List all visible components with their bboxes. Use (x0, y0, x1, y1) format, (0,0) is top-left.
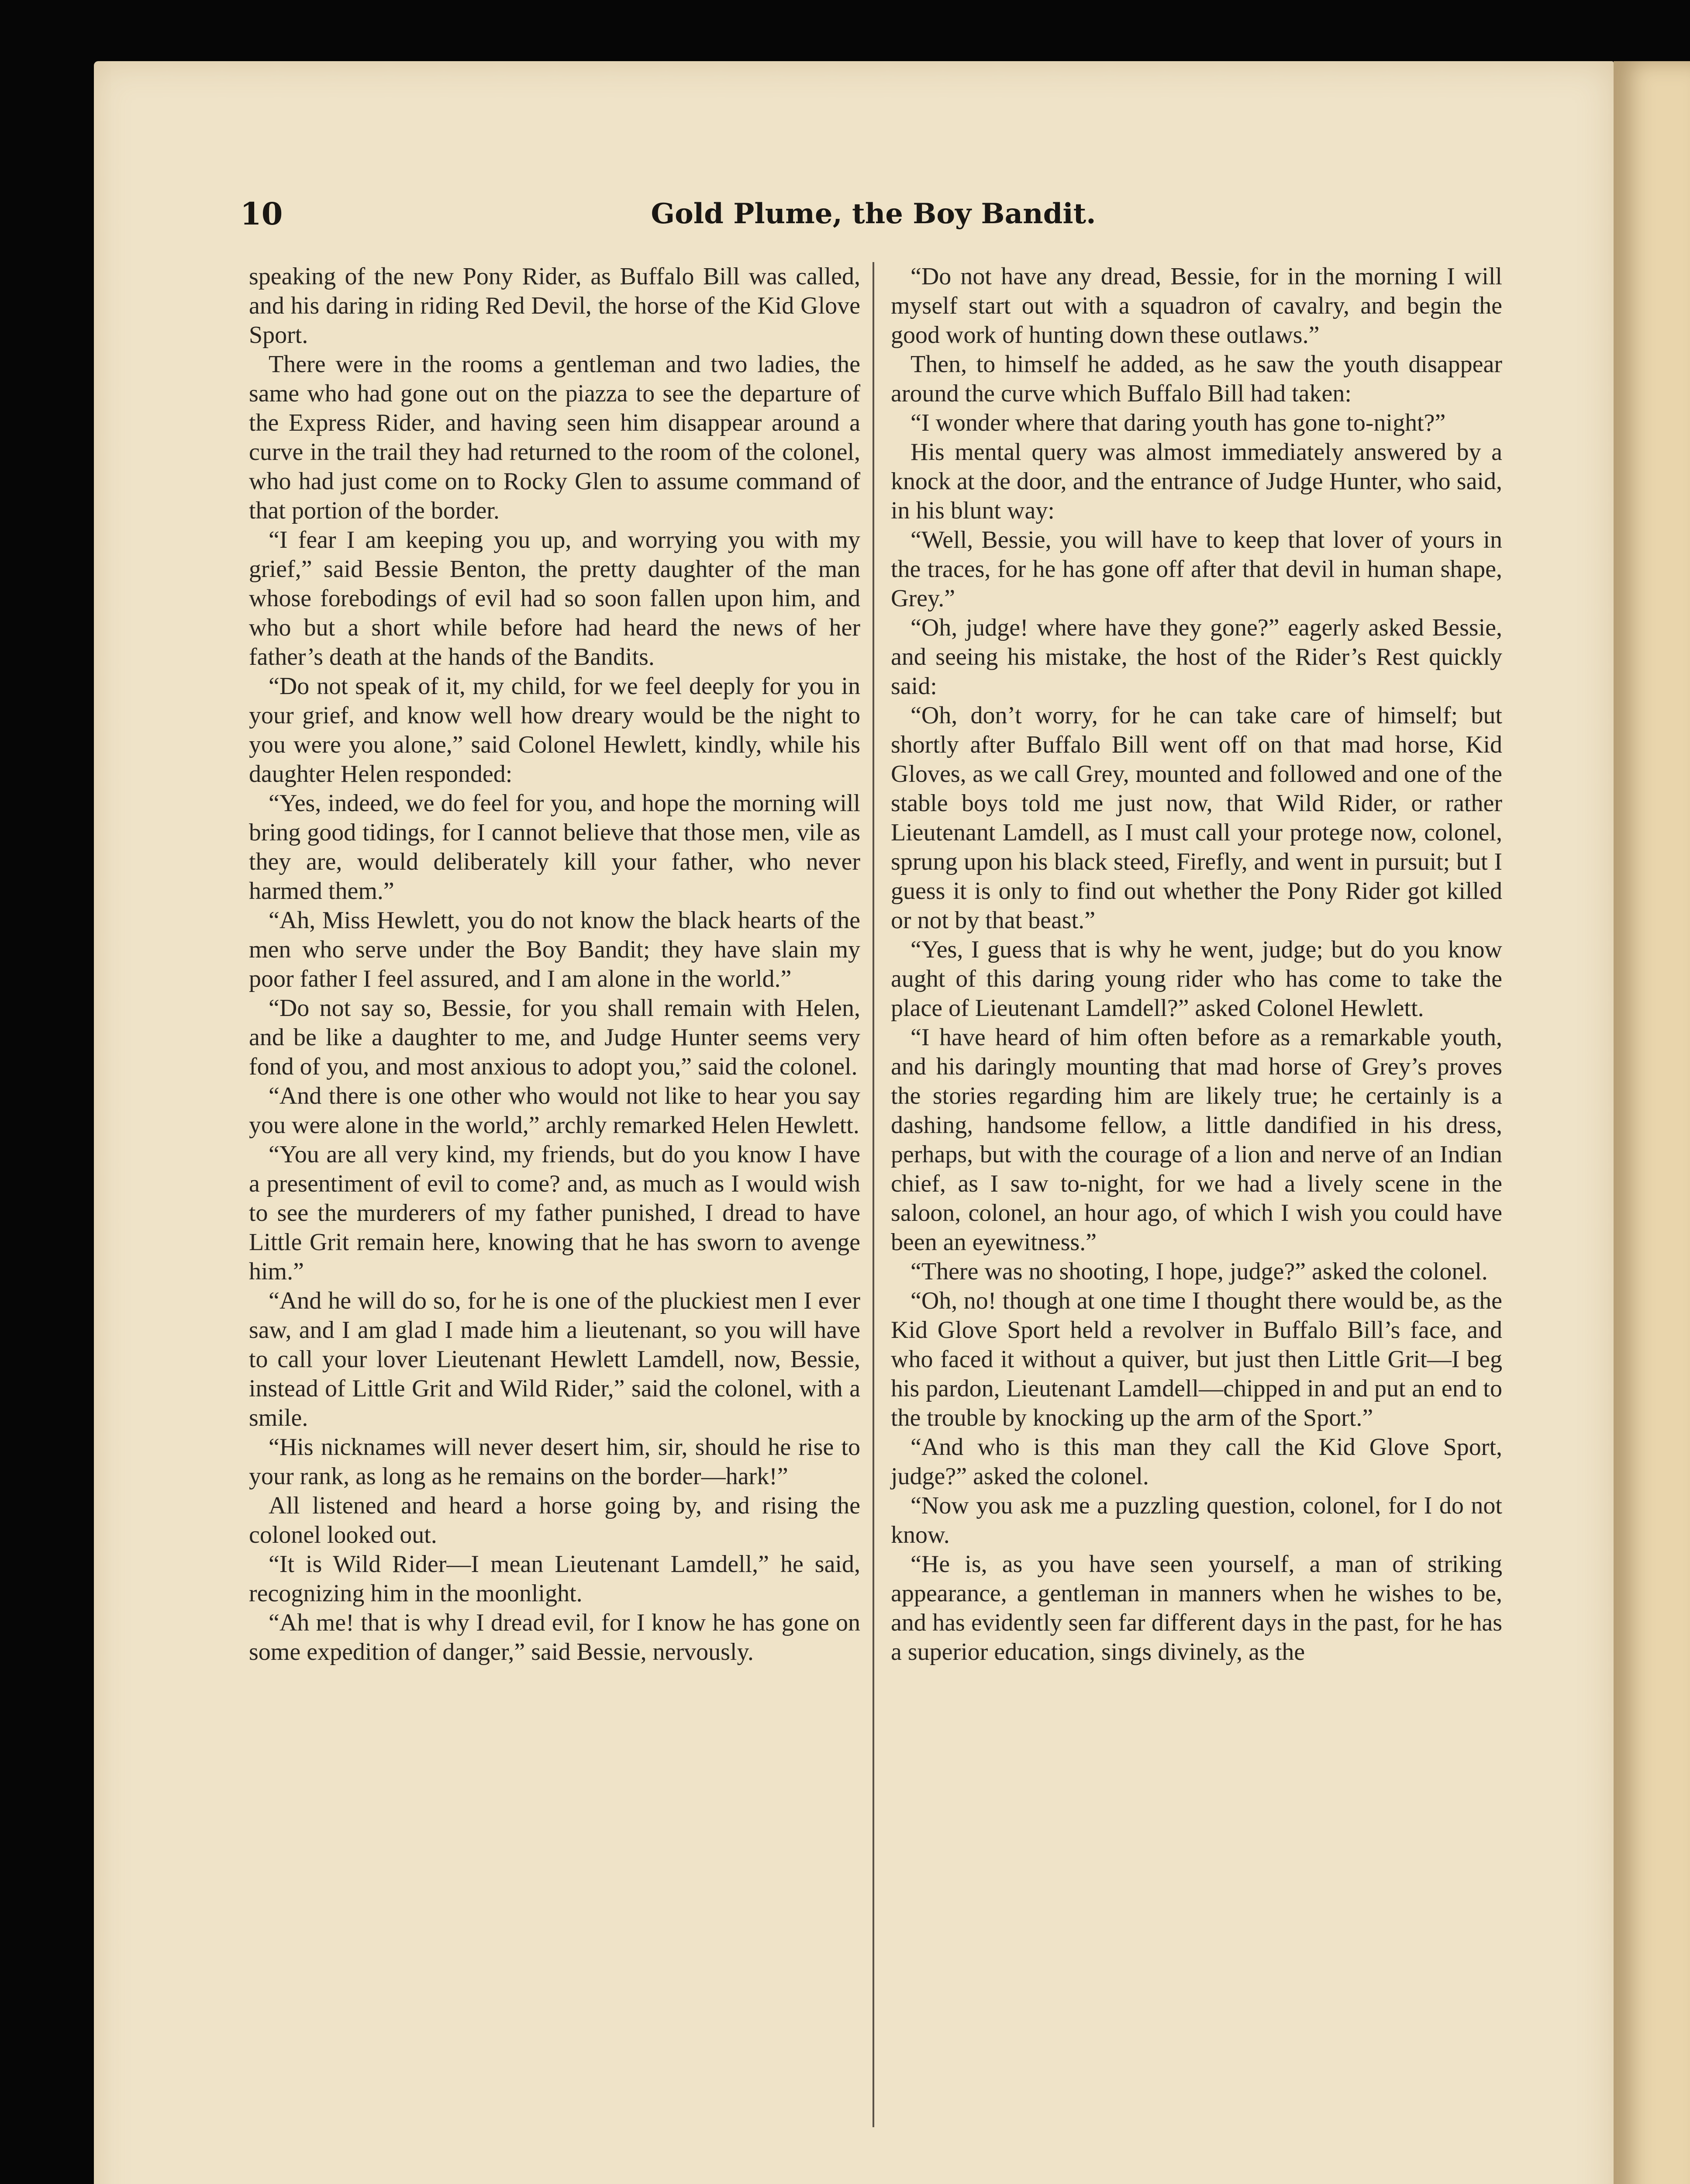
paragraph: “I fear I am keeping you up, and worrying you with my grief,” said Bessie Benton, the pretty daughter of the man whose forebodings of evil had so soon fallen upon him, and who but a short while before had heard the news of her father’s death at the hands of the Bandits. (249, 526, 860, 670)
paragraph: “Oh, don’t worry, for he can take care of himself; but shortly after Buffalo Bill went off on that mad horse, Kid Gloves, as we call Grey, mounted and followed and one of the stable boys told me just now, that Wild Rider, or rather Lieutenant Lamdell, as I must call your protege now, colonel, sprung upon his black steed, Firefly, and went in pursuit; but I guess it is only to find out whether the Pony Rider got killed or not by that beast.” (891, 702, 1502, 934)
left-column (249, 262, 860, 1667)
paragraph: “Oh, judge! where have they gone?” eagerly asked Bessie, and seeing his mistake, the host of the Rider’s Rest quickly said: (891, 614, 1502, 700)
paragraph: “Yes, I guess that is why he went, judge; but do you know aught of this daring young rider who has come to take the place of Lieutenant Lamdell?” asked Colonel Hewlett. (891, 936, 1502, 1022)
paragraph: “Well, Bessie, you will have to keep that lover of yours in the traces, for he has gone off after that devil in human shape, Grey.” (891, 526, 1502, 612)
paragraph: There were in the rooms a gentleman and two ladies, the same who had gone out on the piazza to see the departure of the Express Rider, and having seen him disappear around a curve in the trail they had returned to the room of the colonel, who had just come on to Rocky Glen to assume command of that portion of the border. (249, 351, 860, 524)
paragraph: “Now you ask me a puzzling question, colonel, for I do not know. (891, 1492, 1502, 1548)
paragraph: “And there is one other who would not like to hear you say you were alone in the world,” archly remarked Helen Hewlett. (249, 1082, 860, 1139)
paragraph: His mental query was almost immediately answered by a knock at the door, and the entrance of Judge Hunter, who said, in his blunt way: (891, 439, 1502, 524)
paragraph: “He is, as you have seen yourself, a man of striking appearance, a gentleman in manners when he wishes to be, and has evidently seen far different days in the past, for he has a superior education, sings divinely, as the (891, 1551, 1502, 1666)
paragraph: “Yes, indeed, we do feel for you, and hope the morning will bring good tidings, for I cannot believe that those men, vile as they are, would deliberately kill your father, who never harmed them.” (249, 790, 860, 905)
paragraph: “There was no shooting, I hope, judge?” asked the colonel. (911, 1258, 1488, 1285)
next-page-edge (1614, 61, 1690, 2184)
paragraph: “You are all very kind, my friends, but do you know I have a presentiment of evil to come? and, as much as I would wish to see the murderers of my father punished, I dread to have Little Grit remain here, knowing that he has sworn to avenge him.” (249, 1141, 860, 1285)
paragraph: “I have heard of him often before as a remarkable youth, and his daringly mounting that mad horse of Grey’s proves the stories regarding him are likely true; he certainly is a dashing, handsome fellow, a little dandified in his dress, perhaps, but with the courage of a lion and nerve of an Indian chief, as I saw to-night, for we had a lively scene in the saloon, colonel, an hour ago, of which I wish you could have been an eyewitness.” (891, 1024, 1502, 1256)
page-number: 10 (240, 196, 283, 232)
paragraph: speaking of the new Pony Rider, as Buffalo Bill was called, and his daring in riding Red Devil, the horse of the Kid Glove Sport. (249, 263, 860, 349)
running-title: Gold Plume, the Boy Bandit. (651, 197, 1096, 230)
page-header (240, 190, 1507, 238)
paragraph: “His nicknames will never desert him, sir, should he rise to your rank, as long as he remains on the border—hark!” (249, 1434, 860, 1490)
paragraph: “Oh, no! though at one time I thought there would be, as the Kid Glove Sport held a revolver in Buffalo Bill’s face, and who faced it without a quiver, but just then Little Grit—I beg his pardon, Lieutenant Lamdell—chipped in and put an end to the trouble by knocking up the arm of the Sport.” (891, 1287, 1502, 1431)
right-column (891, 262, 1502, 1667)
paragraph: “And who is this man they call the Kid Glove Sport, judge?” asked the colonel. (891, 1434, 1502, 1490)
paragraph: Then, to himself he added, as he saw the youth disappear around the curve which Buffalo Bill had taken: (891, 351, 1502, 407)
paragraph: “Do not say so, Bessie, for you shall remain with Helen, and be like a daughter to me, and Judge Hunter seems very fond of you, and most anxious to adopt you,” said the colonel. (249, 995, 860, 1080)
paragraph: “Ah, Miss Hewlett, you do not know the black hearts of the men who serve under the Boy Bandit; they have slain my poor father I feel assured, and I am alone in the world.” (249, 907, 860, 992)
paragraph: “Do not have any dread, Bessie, for in the morning I will myself start out with a squadron of cavalry, and begin the good work of hunting down these outlaws.” (891, 263, 1502, 349)
paragraph: “It is Wild Rider—I mean Lieutenant Lamdell,” he said, recognizing him in the moonlight. (249, 1551, 860, 1607)
column-divider (873, 262, 874, 2127)
paragraph: “Do not speak of it, my child, for we feel deeply for you in your grief, and know well how dreary would be the night to you were you alone,” said Colonel Hewlett, kindly, while his daughter Helen responded: (249, 673, 860, 788)
paragraph: “And he will do so, for he is one of the pluckiest men I ever saw, and I am glad I made him a lieutenant, so you will have to call your lover Lieutenant Hewlett Lamdell, now, Bessie, instead of Little Grit and Wild Rider,” said the colonel, with a smile. (249, 1287, 860, 1431)
paragraph: All listened and heard a horse going by, and rising the colonel looked out. (249, 1492, 860, 1548)
paragraph: “I wonder where that daring youth has gone to-night?” (911, 409, 1446, 436)
paragraph: “Ah me! that is why I dread evil, for I know he has gone on some expedition of danger,” said Bessie, nervously. (249, 1609, 860, 1666)
